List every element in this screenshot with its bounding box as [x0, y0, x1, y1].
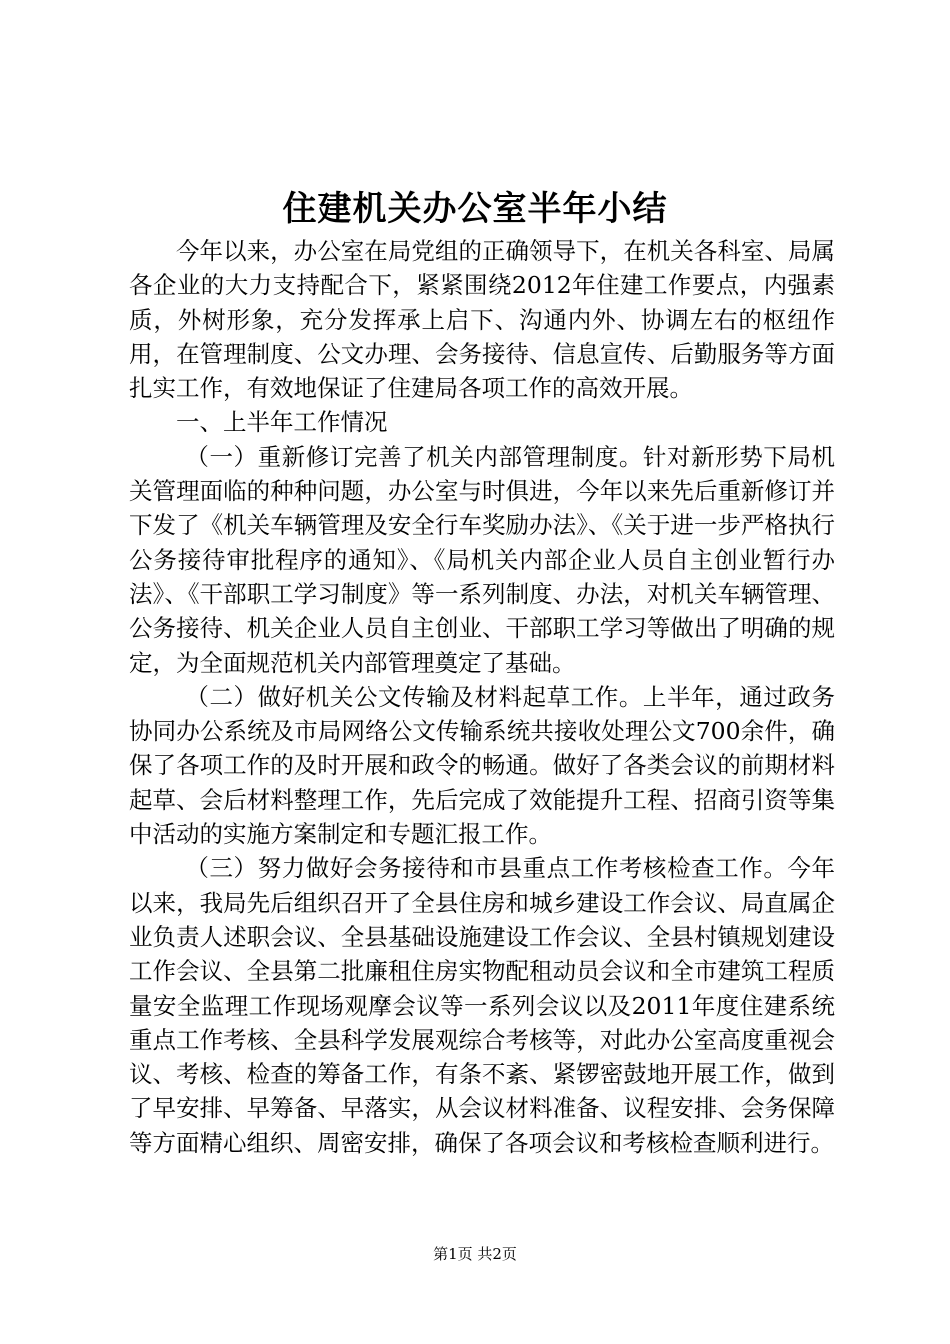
document-title: 住建机关办公室半年小结 [282, 189, 668, 229]
section-heading: 一、上半年工作情况 [176, 408, 388, 437]
paragraph-item-2: （二）做好机关公文传输及材料起草工作。上半年，通过政务协同办公系统及市局网络公文传输系统共接收处理公文700余件，确保了各项工作的及时开展和政令的畅通。做好了各类会议的前期材料起草、会后材料整理工作，先后完成了效能提升工程、招商引资等集中活动的实施方案制定和专题汇报工作。 [129, 682, 835, 849]
page-footer: 第1页 共2页 [433, 1245, 517, 1263]
paragraph-item-1: （一）重新修订完善了机关内部管理制度。针对新形势下局机关管理面临的种种问题，办公室与时俱进，今年以来先后重新修订并下发了《机关车辆管理及安全行车奖励办法》、《关于进一步严格执行公务接待审批程序的通知》、《局机关内部企业人员自主创业暂行办法》、《干部职工学习制度》等一系列制度、办法，对机关车辆管理、公务接待、机关企业人员自主创业、干部职工学习等做出了明确的规定，为全面规范机关内部管理奠定了基础。 [129, 442, 835, 677]
document-body [129, 234, 835, 1160]
intro-paragraph: 今年以来，办公室在局党组的正确领导下，在机关各科室、局属各企业的大力支持配合下，紧紧围绕2012年住建工作要点，内强素质，外树形象，充分发挥承上启下、沟通内外、协调左右的枢纽作用，在管理制度、公文办理、会务接待、信息宣传、后勤服务等方面扎实工作，有效地保证了住建局各项工作的高效开展。 [129, 237, 835, 403]
paragraph-item-3: （三）努力做好会务接待和市县重点工作考核检查工作。今年以来，我局先后组织召开了全县住房和城乡建设工作会议、局直属企业负责人述职会议、全县基础设施建设工作会议、全县村镇规划建设工作会议、全县第二批廉租住房实物配租动员会议和全市建筑工程质量安全监理工作现场观摩会议等一系列会议以及2011年度住建系统重点工作考核、全县科学发展观综合考核等，对此办公室高度重视会议、考核、检查的筹备工作，有条不紊、紧锣密鼓地开展工作，做到了早安排、早筹备、早落实，从会议材料准备、议程安排、会务保障等方面精心组织、周密安排，确保了各项会议和考核检查顺利进行。 [129, 854, 835, 1157]
